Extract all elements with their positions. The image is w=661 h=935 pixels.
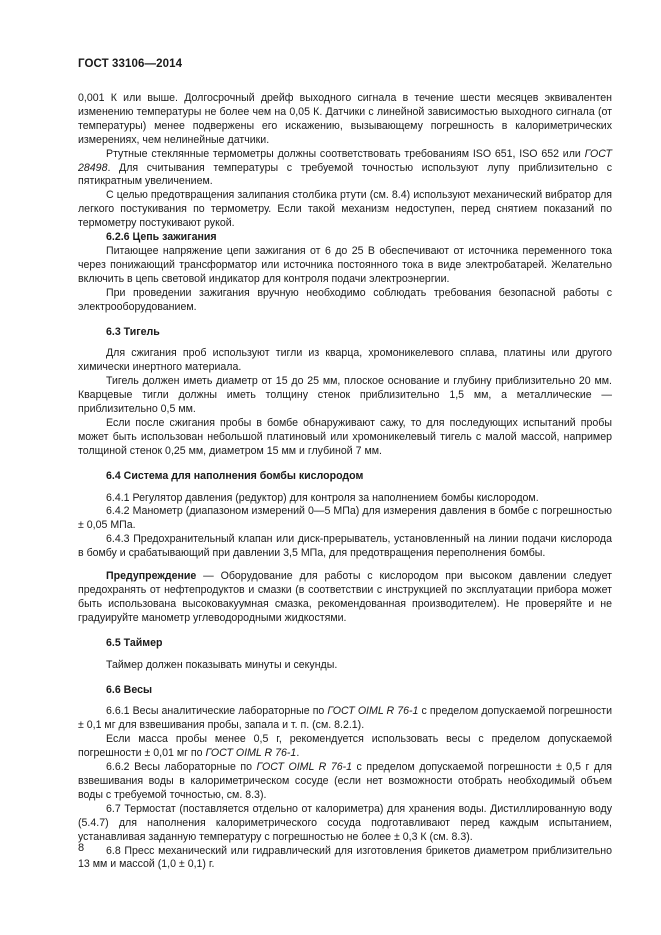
paragraph: Питающее напряжение цепи зажигания от 6 до 25 В обеспечивают от источника переменного тока через понижающий трансформатор или источника постоянного тока в виде электробатарей. Желательно включить в цепь световой индикатор для контроля подачи электроэнергии. [78,244,612,285]
warning-label: Предупреждение [106,570,197,583]
paragraph: 6.4.2 Манометр (диапазоном измерений 0—5 МПа) для измерения давления в бомбе с погрешностью ± 0,05 МПа. [78,505,612,532]
section-heading-6-4: 6.4 Система для наполнения бомбы кислородом [106,469,364,482]
paragraph: Ртутные стеклянные термометры должны соответствовать требованиям ISO 651, ISO 652 или ГОСТ 28498. Для считывания температуры с требуемой точностью используют лупу приблизительно с пятикратным увеличением. [78,147,612,188]
section-heading-6-5: 6.5 Таймер [106,636,163,649]
paragraph: 6.7 Термостат (поставляется отдельно от калориметра) для хранения воды. Дистиллированную воду (5.4.7) для наполнения калориметрического сосуда подготавливают перед каждым испытанием, устанавливая заданную температуру с погрешностью не более ± 0,3 К (см. 8.3). [78,802,612,843]
page-number: 8 [78,842,85,854]
paragraph: С целью предотвращения залипания столбика ртути (см. 8.4) используют механический вибратор для легкого постукивания по термометру. Если такой механизм недоступен, перед снятием показаний по термометру постукивают рукой. [78,189,612,230]
section-heading-6-6: 6.6 Весы [106,683,153,696]
paragraph: Для сжигания проб используют тигли из кварца, хромоникелевого сплава, платины или другого химически инертного материала. [78,347,612,374]
standard-reference: ГОСТ OIML R 76-1 [256,761,353,774]
document-header: ГОСТ 33106—2014 [78,58,183,70]
paragraph: 6.4.1 Регулятор давления (редуктор) для контроля за наполнением бомбы кислородом. [106,491,539,504]
paragraph: При проведении зажигания вручную необходимо соблюдать требования безопасной работы с электрооборудованием. [78,286,612,313]
paragraph: 6.8 Пресс механический или гидравлический для изготовления брикетов диаметром приблизительно 13 мм и массой (1,0 ± 0,1) г. [78,844,612,871]
standard-reference: ГОСТ 28498 [78,147,612,174]
paragraph: Таймер должен показывать минуты и секунды. [106,658,338,671]
section-heading-6-2-6: 6.2.6 Цепь зажигания [106,231,217,244]
paragraph: 6.6.2 Весы лабораторные по ГОСТ OIML R 76-1 с пределом допускаемой погрешности ± 0,5 г для взвешивания воды в калориметрическом сосуде (если нет возможности отобрать необходимый объем воды с требуемой точностью, см. 8.3). [78,761,612,801]
standard-reference: ГОСТ OIML R 76-1 [205,747,297,760]
paragraph: 6.6.1 Весы аналитические лабораторные по ГОСТ OIML R 76-1 с пределом допускаемой погрешности ± 0,1 мг для взвешивания пробы, запала и т. п. (см. 8.2.1). [78,705,612,732]
warning-paragraph: Предупреждение — Оборудование для работы с кислородом при высоком давлении следует предохранять от нефтепродуктов и смазки (в соответствии с инструкцией по эксплуатации прибора может быть использована высоковакуумная смазка, рекомендованная производителем). Не проверяйте и не градуируйте манометр углеводородными жидкостями. [78,570,612,624]
page-body [78,58,612,872]
paragraph: Если масса пробы менее 0,5 г, рекомендуется использовать весы с пределом допускаемой погрешности ± 0,01 мг по ГОСТ OIML R 76-1. [78,733,612,760]
section-heading-6-3: 6.3 Тигель [106,325,160,338]
paragraph: Тигель должен иметь диаметр от 15 до 25 мм, плоское основание и глубину приблизительно 20 мм. Кварцевые тигли должны иметь толщину стенок приблизительно 1,5 мм, а металлические — приблизительно 0,5 мм. [78,375,612,416]
paragraph: Если после сжигания пробы в бомбе обнаруживают сажу, то для последующих испытаний пробы может быть использован небольшой платиновый или хромоникелевый тигель с малой массой, например толщиной стенок 0,25 мм, диаметром 15 мм и глубиной 7 мм. [78,416,612,457]
paragraph: 0,001 К или выше. Долгосрочный дрейф выходного сигнала в течение шести месяцев эквивалентен изменению температуры не более чем на 0,05 К. Датчики с линейной зависимостью выходного сигнала (от температуры) менее подвержены его искажению, вызывающему погрешность в калориметрических измерениях, чем нелинейные датчики. [78,92,612,146]
paragraph: 6.4.3 Предохранительный клапан или диск-прерыватель, установленный на линии подачи кислорода в бомбу и срабатывающий при давлении 3,5 МПа, для предотвращения переполнения бомбы. [78,533,612,560]
standard-reference: ГОСТ OIML R 76-1 [327,705,419,718]
